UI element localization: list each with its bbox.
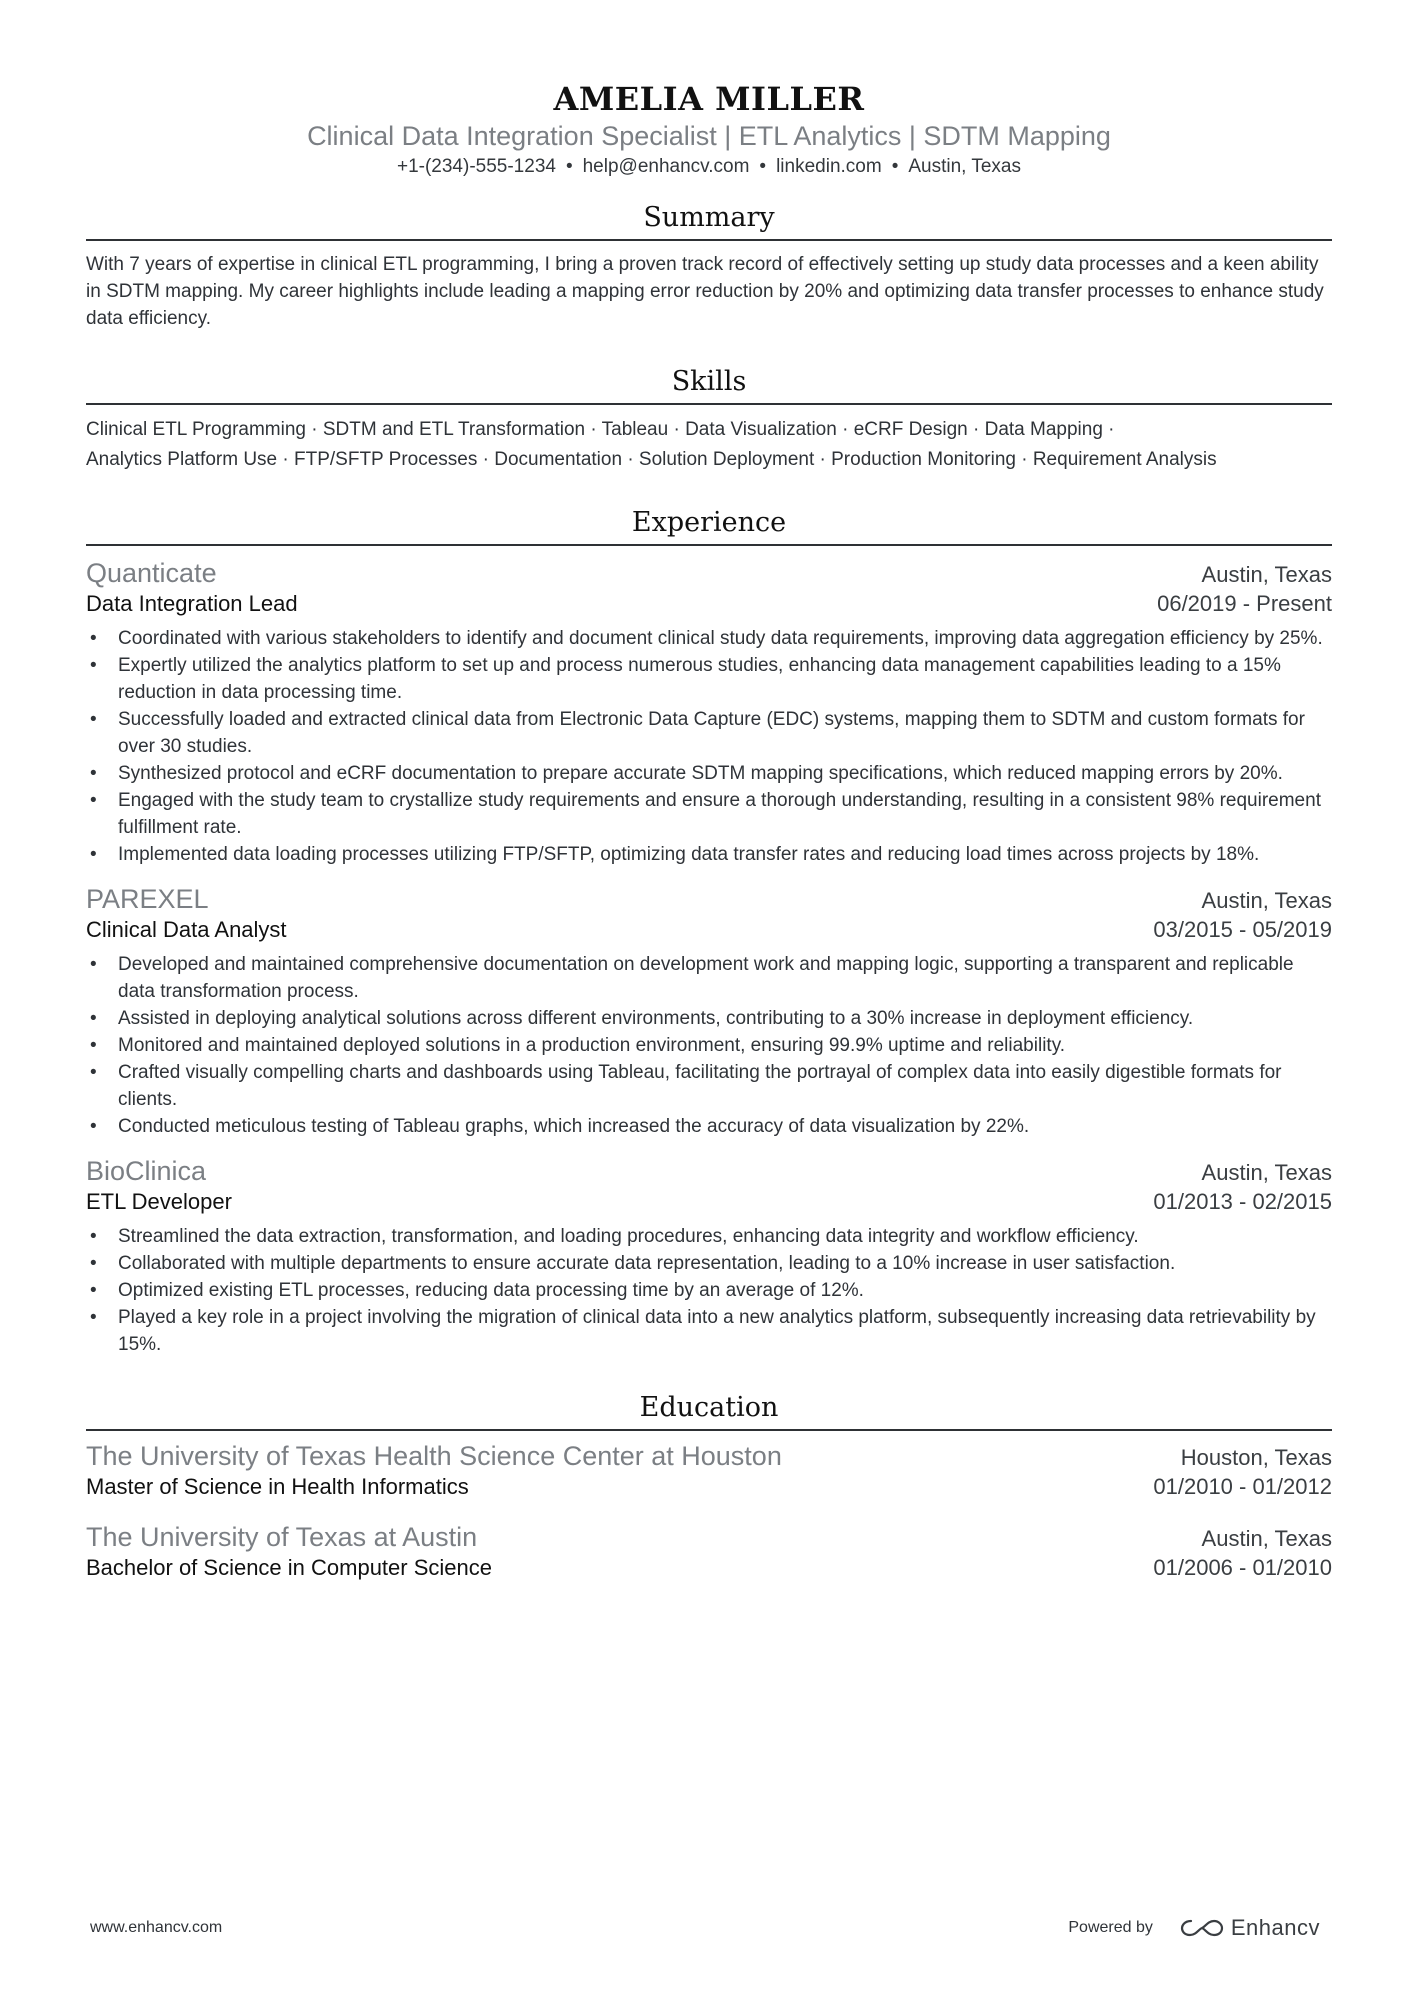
page-footer: [90, 1915, 1320, 1941]
brand-name: Enhancv: [1230, 1915, 1320, 1940]
experience-entry: [86, 884, 1332, 1140]
education-dates: 01/2010 - 01/2012: [1153, 1474, 1332, 1499]
entry-header: [86, 1156, 1332, 1187]
job-role: ETL Developer: [86, 1189, 232, 1214]
entry-subheader: [86, 917, 1332, 943]
skills-line: Clinical ETL Programming · SDTM and ETL Transformation · Tableau · Data Visualization · eCRF Design · Data Mapping ·: [86, 419, 1115, 440]
achievement-item: • Collaborated with multiple departments to ensure accurate data representation, leading to a 10% increase in user satisfaction.: [86, 1250, 1332, 1277]
achievement-list: [86, 951, 1332, 1140]
entry-header: [86, 1441, 1332, 1472]
achievement-list: [86, 1223, 1332, 1358]
company-name: BioClinica: [86, 1156, 207, 1186]
school-location: Austin, Texas: [1201, 1526, 1332, 1551]
achievement-item: • Successfully loaded and extracted clinical data from Electronic Data Capture (EDC) systems, mapping them to SDTM and custom formats for over 30 studies.: [86, 706, 1332, 760]
location: Austin, Texas: [908, 156, 1021, 177]
resume-header: [86, 80, 1332, 178]
school-name: The University of Texas Health Science Center at Houston: [86, 1441, 782, 1471]
achievement-list: [86, 625, 1332, 868]
job-location: Austin, Texas: [1201, 888, 1332, 913]
contact-line: [86, 156, 1332, 178]
skills-line: Analytics Platform Use · FTP/SFTP Processes · Documentation · Solution Deployment · Production Monitoring · Requirement Analysis: [86, 449, 1217, 470]
phone-number: +1-(234)-555-1234: [396, 156, 556, 177]
section-heading-experience: Experience: [86, 507, 1332, 546]
section-heading-education: Education: [86, 1392, 1332, 1431]
education-dates: 01/2006 - 01/2010: [1153, 1555, 1332, 1580]
achievement-item: • Engaged with the study team to crystallize study requirements and ensure a thorough understanding, resulting in a consistent 98% requirement fulfillment rate.: [86, 787, 1332, 841]
achievement-item: • Assisted in deploying analytical solutions across different environments, contributing to a 30% increase in deployment efficiency.: [86, 1005, 1332, 1032]
powered-by-label: Powered by: [1068, 1919, 1153, 1936]
education-entry: [86, 1441, 1332, 1500]
school-location: Houston, Texas: [1180, 1445, 1332, 1470]
achievement-item: • Played a key role in a project involving the migration of clinical data into a new analytics platform, subsequently increasing data retrievability by 15%.: [86, 1304, 1332, 1358]
achievement-item: • Expertly utilized the analytics platform to set up and process numerous studies, enhancing data management capabilities leading to a 15% reduction in data processing time.: [86, 652, 1332, 706]
school-name: The University of Texas at Austin: [86, 1522, 478, 1552]
candidate-name: AMELIA MILLER: [553, 80, 865, 118]
powered-by: [1068, 1915, 1320, 1941]
achievement-item: • Crafted visually compelling charts and dashboards using Tableau, facilitating the portrayal of complex data into easily digestible formats for clients.: [86, 1059, 1332, 1113]
job-role: Clinical Data Analyst: [86, 917, 287, 942]
achievement-item: • Synthesized protocol and eCRF documentation to prepare accurate SDTM mapping specifications, which reduced mapping errors by 20%.: [86, 760, 1332, 787]
achievement-item: • Implemented data loading processes utilizing FTP/SFTP, optimizing data transfer rates and reducing load times across projects by 18%.: [86, 841, 1332, 868]
contact-separator: •: [565, 156, 573, 177]
degree: Master of Science in Health Informatics: [86, 1474, 469, 1499]
entry-subheader: [86, 591, 1332, 617]
job-location: Austin, Texas: [1201, 1160, 1332, 1185]
achievement-item: • Developed and maintained comprehensive documentation on development work and mapping logic, supporting a transparent and replicable data transformation process.: [86, 951, 1332, 1005]
company-name: PAREXEL: [86, 884, 209, 914]
achievement-item: • Monitored and maintained deployed solutions in a production environment, ensuring 99.9% uptime and reliability.: [86, 1032, 1332, 1059]
enhancv-logo-icon: [1179, 1917, 1225, 1939]
entry-header: [86, 884, 1332, 915]
job-dates: 06/2019 - Present: [1157, 591, 1332, 616]
entry-subheader: [86, 1189, 1332, 1215]
entry-header: [86, 558, 1332, 589]
linkedin-link[interactable]: linkedin.com: [776, 156, 882, 177]
job-location: Austin, Texas: [1201, 562, 1332, 587]
achievement-item: • Conducted meticulous testing of Tableau graphs, which increased the accuracy of data visualization by 22%.: [86, 1113, 1332, 1140]
email-address[interactable]: help@enhancv.com: [582, 156, 750, 177]
education-entry: [86, 1522, 1332, 1581]
job-role: Data Integration Lead: [86, 591, 298, 616]
skills-list: [86, 415, 1332, 475]
achievement-item: • Streamlined the data extraction, transformation, and loading procedures, enhancing data integrity and workflow efficiency.: [86, 1223, 1332, 1250]
contact-separator: •: [891, 156, 899, 177]
section-heading-summary: Summary: [86, 202, 1332, 241]
job-dates: 01/2013 - 02/2015: [1153, 1189, 1332, 1214]
entry-subheader: [86, 1555, 1332, 1581]
degree: Bachelor of Science in Computer Science: [86, 1555, 492, 1580]
achievement-item: • Coordinated with various stakeholders to identify and document clinical study data requirements, improving data aggregation efficiency by 25%.: [86, 625, 1332, 652]
enhancv-logo[interactable]: [1179, 1915, 1320, 1941]
section-heading-skills: Skills: [86, 366, 1332, 405]
experience-entry: [86, 558, 1332, 868]
achievement-item: • Optimized existing ETL processes, reducing data processing time by an average of 12%.: [86, 1277, 1332, 1304]
contact-separator: •: [759, 156, 767, 177]
candidate-title: Clinical Data Integration Specialist | ETL Analytics | SDTM Mapping: [307, 121, 1111, 151]
entry-header: [86, 1522, 1332, 1553]
experience-entry: [86, 1156, 1332, 1358]
company-name: Quanticate: [86, 558, 217, 588]
job-dates: 03/2015 - 05/2019: [1153, 917, 1332, 942]
summary-text: With 7 years of expertise in clinical ETL programming, I bring a proven track record of effectively setting up study data processes and a keen ability in SDTM mapping. My career highlights include leading a mapping error reduction by 20% and optimizing data transfer processes to enhance study data efficiency.: [86, 254, 1324, 329]
footer-website-link[interactable]: www.enhancv.com: [90, 1919, 223, 1936]
resume-page: [86, 0, 1332, 1581]
entry-subheader: [86, 1474, 1332, 1500]
